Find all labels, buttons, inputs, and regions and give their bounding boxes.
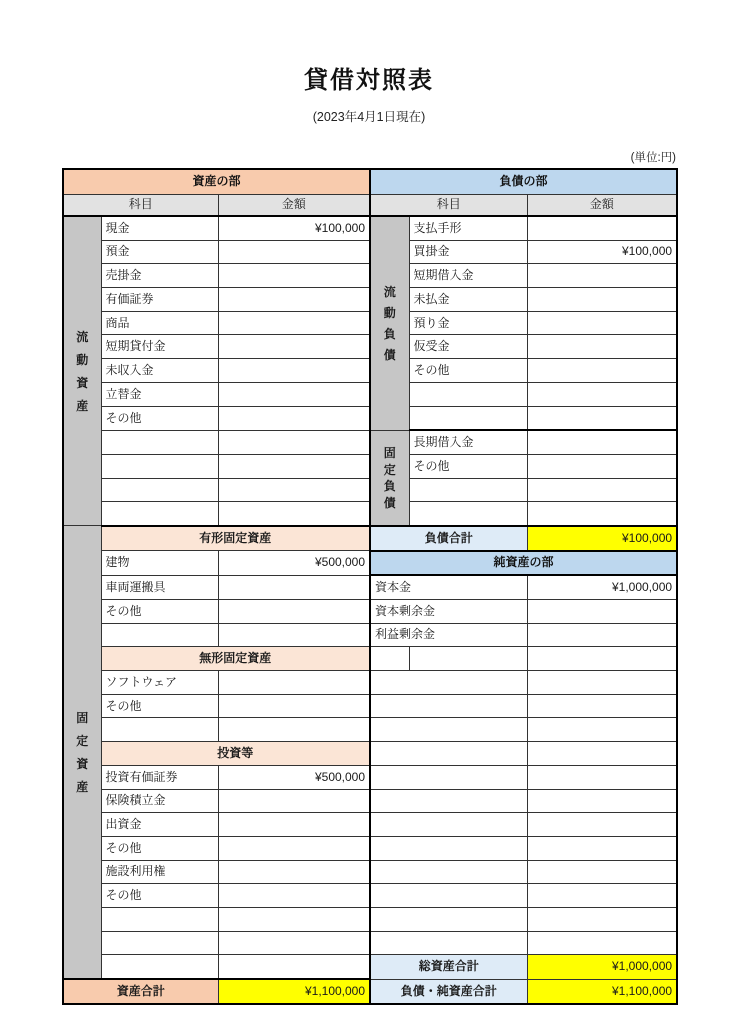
table-row (63, 526, 677, 551)
account-name-cell (101, 931, 218, 955)
account-name-cell: 資本剰余金 (370, 600, 527, 624)
table-row (63, 979, 677, 1004)
current-assets-vertical-label: 流 動 資 産 (63, 216, 101, 526)
account-name-cell (370, 742, 527, 766)
amount-cell (218, 694, 370, 718)
account-name-cell (370, 671, 527, 695)
account-name-cell: 長期借入金 (409, 430, 527, 454)
page-subtitle: (2023年4月1日現在) (312, 110, 426, 124)
account-name-cell: その他 (101, 694, 218, 718)
amount-cell (527, 860, 677, 884)
page-title: 貸借対照表 (304, 67, 434, 94)
account-name-cell: 仮受金 (409, 335, 527, 359)
account-name-cell (101, 454, 218, 478)
amount-cell (527, 335, 677, 359)
table-row (63, 216, 677, 240)
amount-cell (527, 813, 677, 837)
table-row (63, 430, 677, 454)
account-name-cell: 短期貸付金 (101, 335, 218, 359)
amount-cell (527, 600, 677, 624)
account-name-cell (370, 884, 527, 908)
account-name-cell: 商品 (101, 311, 218, 335)
amount-cell (527, 288, 677, 312)
account-name-cell: 利益剰余金 (370, 623, 527, 647)
assets-part-header: 資産の部 (63, 169, 370, 195)
amount-cell (218, 931, 370, 955)
assets-amount-column-header: 金額 (218, 195, 370, 217)
amount-cell (527, 502, 677, 526)
table-row (63, 671, 677, 695)
table-row (63, 907, 677, 931)
account-name-cell (101, 955, 218, 979)
account-name-cell: 預り金 (409, 311, 527, 335)
account-name-cell (370, 765, 527, 789)
account-name-cell: 投資有価証券 (101, 765, 218, 789)
account-name-cell: 未収入金 (101, 359, 218, 383)
amount-cell (527, 359, 677, 383)
amount-cell (527, 718, 677, 742)
amount-cell (527, 647, 677, 671)
amount-cell (218, 430, 370, 454)
table-row (63, 575, 677, 599)
account-name-cell (101, 623, 218, 647)
liabilities-net-assets-total-amount: ¥1,100,000 (527, 979, 677, 1004)
amount-cell (218, 406, 370, 430)
table-row (63, 789, 677, 813)
net-assets-subtotal-label: 総資産合計 (370, 955, 527, 979)
amount-cell (218, 955, 370, 979)
account-name-cell: 建物 (101, 551, 218, 576)
table-row (63, 718, 677, 742)
account-name-cell (370, 836, 527, 860)
table-row (63, 647, 677, 671)
account-name-cell: 短期借入金 (409, 264, 527, 288)
account-name-cell (370, 694, 527, 718)
amount-cell (218, 478, 370, 502)
amount-cell (527, 907, 677, 931)
amount-cell (527, 765, 677, 789)
amount-cell (218, 884, 370, 908)
amount-cell: ¥500,000 (218, 551, 370, 576)
table-row (63, 836, 677, 860)
liabilities-item-column-header: 科目 (370, 195, 527, 217)
amount-cell (527, 311, 677, 335)
account-name-cell: 施設利用権 (101, 860, 218, 884)
amount-cell (218, 813, 370, 837)
account-name-cell: 出資金 (101, 813, 218, 837)
account-name-cell (409, 406, 527, 430)
account-name-cell: 買掛金 (409, 240, 527, 264)
assets-item-column-header: 科目 (63, 195, 218, 217)
account-name-cell (409, 502, 527, 526)
amount-cell (527, 264, 677, 288)
account-name-cell: その他 (101, 884, 218, 908)
account-name-cell (409, 647, 527, 671)
amount-cell: ¥1,000,000 (527, 575, 677, 599)
amount-cell (527, 884, 677, 908)
fixed-liabilities-vertical-label: 固 定 負 債 (370, 430, 409, 526)
table-row (63, 955, 677, 979)
account-name-cell (101, 907, 218, 931)
account-name-cell (370, 813, 527, 837)
account-name-cell: 預金 (101, 240, 218, 264)
account-name-cell: 保険積立金 (101, 789, 218, 813)
amount-cell: ¥500,000 (218, 765, 370, 789)
amount-cell (218, 575, 370, 599)
amount-cell (527, 931, 677, 955)
account-name-cell (370, 789, 527, 813)
account-name-cell (370, 718, 527, 742)
account-name-cell: 支払手形 (409, 216, 527, 240)
amount-cell (527, 671, 677, 695)
amount-cell (218, 623, 370, 647)
intangible-assets-section-header: 無形固定資産 (101, 647, 370, 671)
account-name-cell: その他 (101, 836, 218, 860)
tangible-assets-section-header: 有形固定資産 (101, 526, 370, 551)
account-name-cell (409, 478, 527, 502)
table-row (63, 931, 677, 955)
amount-cell (218, 240, 370, 264)
account-name-cell: 資本金 (370, 575, 527, 599)
amount-cell (218, 454, 370, 478)
empty-strip-cell (370, 647, 409, 671)
amount-cell (218, 907, 370, 931)
amount-cell (218, 671, 370, 695)
account-name-cell (101, 478, 218, 502)
amount-cell (527, 478, 677, 502)
account-name-cell (370, 907, 527, 931)
liabilities-part-header: 負債の部 (370, 169, 677, 195)
account-name-cell: ソフトウェア (101, 671, 218, 695)
amount-cell (218, 382, 370, 406)
amount-cell (218, 789, 370, 813)
liabilities-amount-column-header: 金額 (527, 195, 677, 217)
account-name-cell: 立替金 (101, 382, 218, 406)
amount-cell (527, 789, 677, 813)
amount-cell (218, 359, 370, 383)
amount-cell (218, 288, 370, 312)
account-name-cell: その他 (409, 454, 527, 478)
account-name-cell (101, 430, 218, 454)
table-row (63, 884, 677, 908)
amount-cell (218, 836, 370, 860)
amount-cell (527, 216, 677, 240)
account-name-cell: その他 (101, 600, 218, 624)
amount-cell (218, 264, 370, 288)
account-name-cell: 車両運搬具 (101, 575, 218, 599)
table-row (63, 623, 677, 647)
amount-cell (527, 454, 677, 478)
account-name-cell: その他 (101, 406, 218, 430)
balance-sheet-table (62, 168, 678, 1005)
account-name-cell: その他 (409, 359, 527, 383)
amount-cell (218, 718, 370, 742)
account-name-cell: 売掛金 (101, 264, 218, 288)
liabilities-total-amount: ¥100,000 (527, 526, 677, 551)
fixed-assets-vertical-label: 固 定 資 産 (63, 526, 101, 979)
amount-cell (218, 502, 370, 526)
table-row (63, 600, 677, 624)
assets-total-label: 資産合計 (63, 979, 218, 1004)
amount-cell (218, 335, 370, 359)
table-row (63, 765, 677, 789)
account-name-cell (101, 502, 218, 526)
table-row (63, 742, 677, 766)
account-name-cell: 現金 (101, 216, 218, 240)
table-row (63, 813, 677, 837)
amount-cell (527, 406, 677, 430)
account-name-cell: 未払金 (409, 288, 527, 312)
amount-cell (527, 694, 677, 718)
account-name-cell (409, 382, 527, 406)
unit-note: (単位:円) (630, 152, 676, 164)
amount-cell (527, 623, 677, 647)
amount-cell (218, 860, 370, 884)
net-assets-part-header: 純資産の部 (370, 551, 677, 576)
table-row (63, 694, 677, 718)
net-assets-subtotal-amount: ¥1,000,000 (527, 955, 677, 979)
liabilities-total-label: 負債合計 (370, 526, 527, 551)
liabilities-net-assets-total-label: 負債・純資産合計 (370, 979, 527, 1004)
amount-cell (218, 311, 370, 335)
amount-cell (527, 430, 677, 454)
amount-cell (527, 742, 677, 766)
table-row (63, 551, 677, 576)
account-name-cell: 有価証券 (101, 288, 218, 312)
account-name-cell (370, 931, 527, 955)
amount-cell (218, 600, 370, 624)
assets-total-amount: ¥1,100,000 (218, 979, 370, 1004)
account-name-cell (101, 718, 218, 742)
amount-cell (527, 836, 677, 860)
current-liabilities-vertical-label: 流 動 負 債 (370, 216, 409, 430)
investments-section-header: 投資等 (101, 742, 370, 766)
table-row (63, 860, 677, 884)
account-name-cell (370, 860, 527, 884)
amount-cell: ¥100,000 (218, 216, 370, 240)
amount-cell: ¥100,000 (527, 240, 677, 264)
amount-cell (527, 382, 677, 406)
